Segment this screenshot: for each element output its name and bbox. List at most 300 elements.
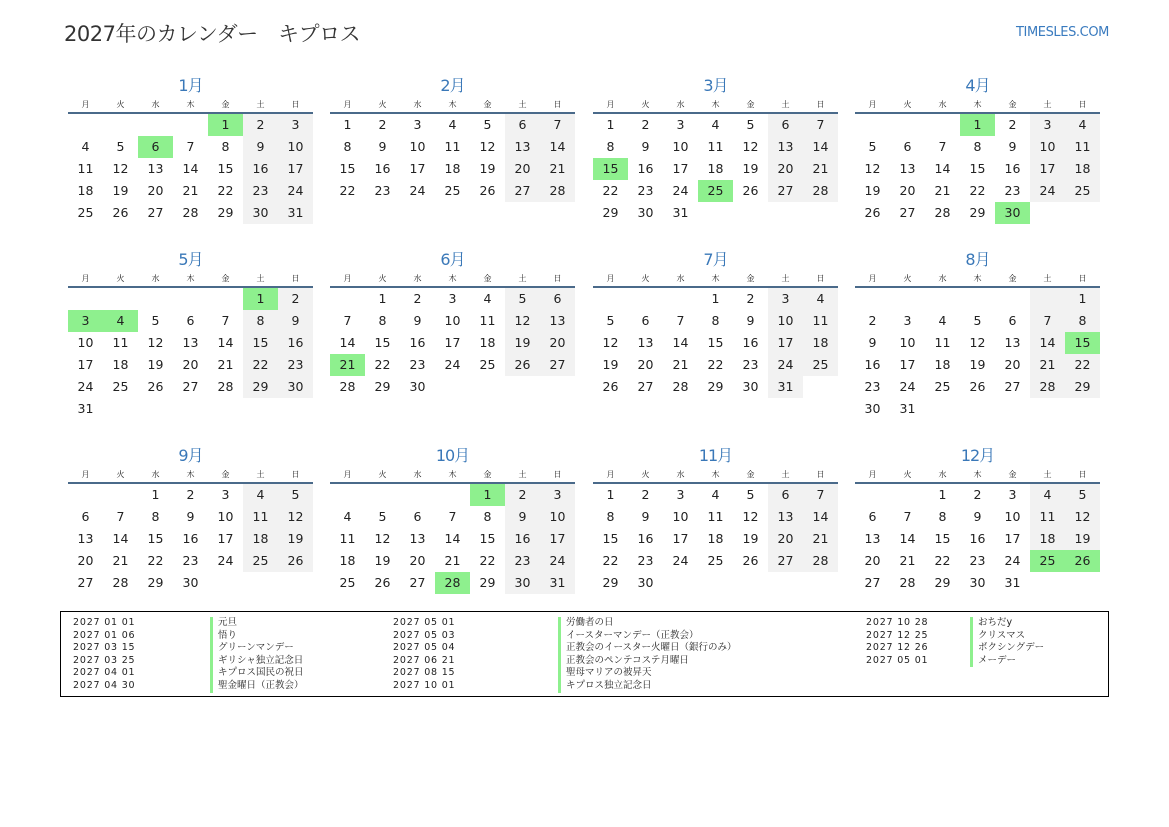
day-cell[interactable]: 19 [112, 183, 129, 198]
day-cell[interactable]: 16 [1004, 161, 1021, 176]
day-cell[interactable]: 22 [339, 183, 356, 198]
day-cell[interactable]: 26 [969, 379, 986, 394]
day-cell[interactable]: 24 [540, 550, 575, 572]
day-cell[interactable]: 27 [864, 575, 881, 590]
day-cell[interactable]: 6 [768, 484, 803, 506]
day-cell[interactable]: 25 [803, 354, 838, 376]
day-cell[interactable]: 20 [182, 357, 199, 372]
day-cell[interactable]: 29 [1065, 376, 1100, 398]
day-cell[interactable]: 8 [221, 139, 230, 154]
day-cell[interactable]: 13 [540, 310, 575, 332]
day-cell[interactable]: 20 [540, 332, 575, 354]
day-cell[interactable]: 7 [343, 313, 352, 328]
day-cell[interactable]: 27 [505, 180, 540, 202]
day-cell[interactable]: 21 [444, 553, 461, 568]
day-cell[interactable]: 27 [768, 180, 803, 202]
day-cell[interactable]: 16 [742, 335, 759, 350]
day-cell[interactable]: 29 [602, 205, 619, 220]
day-cell[interactable]: 1 [470, 484, 505, 506]
day-cell[interactable]: 6 [768, 114, 803, 136]
day-cell[interactable]: 21 [672, 357, 689, 372]
day-cell[interactable]: 26 [602, 379, 619, 394]
day-cell[interactable]: 29 [374, 379, 391, 394]
day-cell[interactable]: 23 [969, 553, 986, 568]
day-cell[interactable]: 27 [540, 354, 575, 376]
day-cell[interactable]: 8 [343, 139, 352, 154]
day-cell[interactable]: 2 [868, 313, 877, 328]
day-cell[interactable]: 18 [339, 553, 356, 568]
day-cell[interactable]: 26 [1065, 550, 1100, 572]
day-cell[interactable]: 20 [899, 183, 916, 198]
day-cell[interactable]: 28 [803, 550, 838, 572]
day-cell[interactable]: 22 [243, 354, 278, 376]
day-cell[interactable]: 27 [77, 575, 94, 590]
day-cell[interactable]: 10 [1004, 509, 1021, 524]
day-cell[interactable]: 4 [1030, 484, 1065, 506]
day-cell[interactable]: 23 [182, 553, 199, 568]
day-cell[interactable]: 13 [182, 335, 199, 350]
day-cell[interactable]: 16 [864, 357, 881, 372]
day-cell[interactable]: 11 [707, 139, 724, 154]
day-cell[interactable]: 15 [1065, 332, 1100, 354]
day-cell[interactable]: 8 [378, 313, 387, 328]
day-cell[interactable]: 6 [641, 313, 650, 328]
day-cell[interactable]: 5 [483, 117, 492, 132]
day-cell[interactable]: 19 [602, 357, 619, 372]
day-cell[interactable]: 3 [903, 313, 912, 328]
day-cell[interactable]: 27 [1004, 379, 1021, 394]
day-cell[interactable]: 29 [147, 575, 164, 590]
day-cell[interactable]: 9 [413, 313, 422, 328]
day-cell[interactable]: 13 [768, 136, 803, 158]
day-cell[interactable]: 8 [938, 509, 947, 524]
day-cell[interactable]: 8 [606, 139, 615, 154]
day-cell[interactable]: 23 [742, 357, 759, 372]
day-cell[interactable]: 14 [444, 531, 461, 546]
day-cell[interactable]: 14 [540, 136, 575, 158]
day-cell[interactable]: 9 [505, 506, 540, 528]
day-cell[interactable]: 10 [278, 136, 313, 158]
day-cell[interactable]: 14 [182, 161, 199, 176]
day-cell[interactable]: 16 [637, 531, 654, 546]
day-cell[interactable]: 16 [243, 158, 278, 180]
day-cell[interactable]: 14 [339, 335, 356, 350]
day-cell[interactable]: 18 [1065, 158, 1100, 180]
day-cell[interactable]: 23 [409, 357, 426, 372]
day-cell[interactable]: 11 [77, 161, 94, 176]
day-cell[interactable]: 15 [593, 158, 628, 180]
day-cell[interactable]: 26 [112, 205, 129, 220]
day-cell[interactable]: 20 [147, 183, 164, 198]
day-cell[interactable]: 28 [540, 180, 575, 202]
day-cell[interactable]: 27 [409, 575, 426, 590]
day-cell[interactable]: 26 [864, 205, 881, 220]
day-cell[interactable]: 3 [413, 117, 422, 132]
day-cell[interactable]: 2 [413, 291, 422, 306]
day-cell[interactable]: 3 [676, 117, 685, 132]
day-cell[interactable]: 11 [1065, 136, 1100, 158]
day-cell[interactable]: 15 [147, 531, 164, 546]
day-cell[interactable]: 30 [409, 379, 426, 394]
day-cell[interactable]: 21 [1030, 354, 1065, 376]
day-cell[interactable]: 5 [1065, 484, 1100, 506]
day-cell[interactable]: 2 [641, 487, 650, 502]
day-cell[interactable]: 24 [899, 379, 916, 394]
day-cell[interactable]: 22 [969, 183, 986, 198]
day-cell[interactable]: 15 [339, 161, 356, 176]
day-cell[interactable]: 19 [742, 161, 759, 176]
day-cell[interactable]: 25 [112, 379, 129, 394]
day-cell[interactable]: 29 [707, 379, 724, 394]
day-cell[interactable]: 17 [278, 158, 313, 180]
day-cell[interactable]: 13 [768, 506, 803, 528]
day-cell[interactable]: 3 [768, 288, 803, 310]
day-cell[interactable]: 23 [374, 183, 391, 198]
day-cell[interactable]: 25 [934, 379, 951, 394]
day-cell[interactable]: 5 [378, 509, 387, 524]
day-cell[interactable]: 26 [479, 183, 496, 198]
day-cell[interactable]: 20 [409, 553, 426, 568]
day-cell[interactable]: 2 [505, 484, 540, 506]
day-cell[interactable]: 12 [602, 335, 619, 350]
day-cell[interactable]: 12 [147, 335, 164, 350]
day-cell[interactable]: 23 [637, 183, 654, 198]
day-cell[interactable]: 28 [1030, 376, 1065, 398]
day-cell[interactable]: 31 [540, 572, 575, 594]
day-cell[interactable]: 23 [505, 550, 540, 572]
day-cell[interactable]: 7 [186, 139, 195, 154]
day-cell[interactable]: 13 [637, 335, 654, 350]
day-cell[interactable]: 31 [77, 401, 94, 416]
day-cell[interactable]: 10 [1030, 136, 1065, 158]
day-cell[interactable]: 4 [711, 117, 720, 132]
day-cell[interactable]: 22 [602, 183, 619, 198]
day-cell[interactable]: 24 [672, 553, 689, 568]
day-cell[interactable]: 20 [768, 528, 803, 550]
day-cell[interactable]: 19 [147, 357, 164, 372]
day-cell[interactable]: 5 [746, 487, 755, 502]
day-cell[interactable]: 2 [186, 487, 195, 502]
day-cell[interactable]: 28 [217, 379, 234, 394]
day-cell[interactable]: 24 [409, 183, 426, 198]
day-cell[interactable]: 5 [151, 313, 160, 328]
day-cell[interactable]: 5 [868, 139, 877, 154]
day-cell[interactable]: 10 [540, 506, 575, 528]
day-cell[interactable]: 1 [343, 117, 352, 132]
day-cell[interactable]: 21 [803, 528, 838, 550]
day-cell[interactable]: 4 [343, 509, 352, 524]
day-cell[interactable]: 19 [479, 161, 496, 176]
day-cell[interactable]: 16 [637, 161, 654, 176]
day-cell[interactable]: 15 [934, 531, 951, 546]
day-cell[interactable]: 12 [479, 139, 496, 154]
day-cell[interactable]: 16 [505, 528, 540, 550]
day-cell[interactable]: 5 [746, 117, 755, 132]
day-cell[interactable]: 17 [1004, 531, 1021, 546]
day-cell[interactable]: 18 [707, 531, 724, 546]
day-cell[interactable]: 22 [217, 183, 234, 198]
day-cell[interactable]: 1 [243, 288, 278, 310]
day-cell[interactable]: 4 [711, 487, 720, 502]
day-cell[interactable]: 25 [339, 575, 356, 590]
day-cell[interactable]: 3 [1030, 114, 1065, 136]
day-cell[interactable]: 11 [707, 509, 724, 524]
day-cell[interactable]: 17 [540, 528, 575, 550]
day-cell[interactable]: 23 [278, 354, 313, 376]
day-cell[interactable]: 6 [186, 313, 195, 328]
day-cell[interactable]: 1 [378, 291, 387, 306]
day-cell[interactable]: 9 [973, 509, 982, 524]
day-cell[interactable]: 20 [77, 553, 94, 568]
day-cell[interactable]: 22 [374, 357, 391, 372]
day-cell[interactable]: 6 [138, 136, 173, 158]
day-cell[interactable]: 15 [374, 335, 391, 350]
day-cell[interactable]: 12 [864, 161, 881, 176]
day-cell[interactable]: 17 [768, 332, 803, 354]
day-cell[interactable]: 5 [116, 139, 125, 154]
day-cell[interactable]: 30 [637, 205, 654, 220]
day-cell[interactable]: 14 [803, 506, 838, 528]
day-cell[interactable]: 24 [1004, 553, 1021, 568]
day-cell[interactable]: 7 [938, 139, 947, 154]
day-cell[interactable]: 12 [374, 531, 391, 546]
day-cell[interactable]: 25 [698, 180, 733, 202]
day-cell[interactable]: 5 [505, 288, 540, 310]
day-cell[interactable]: 12 [742, 509, 759, 524]
day-cell[interactable]: 17 [77, 357, 94, 372]
day-cell[interactable]: 17 [672, 531, 689, 546]
day-cell[interactable]: 4 [803, 288, 838, 310]
day-cell[interactable]: 7 [1030, 310, 1065, 332]
day-cell[interactable]: 8 [483, 509, 492, 524]
day-cell[interactable]: 26 [278, 550, 313, 572]
day-cell[interactable]: 25 [707, 553, 724, 568]
day-cell[interactable]: 18 [934, 357, 951, 372]
day-cell[interactable]: 1 [1065, 288, 1100, 310]
day-cell[interactable]: 11 [243, 506, 278, 528]
day-cell[interactable]: 2 [1008, 117, 1017, 132]
day-cell[interactable]: 30 [243, 202, 278, 224]
day-cell[interactable]: 26 [505, 354, 540, 376]
day-cell[interactable]: 12 [505, 310, 540, 332]
day-cell[interactable]: 13 [1004, 335, 1021, 350]
day-cell[interactable]: 25 [1065, 180, 1100, 202]
day-cell[interactable]: 21 [540, 158, 575, 180]
day-cell[interactable]: 29 [934, 575, 951, 590]
day-cell[interactable]: 13 [409, 531, 426, 546]
day-cell[interactable]: 20 [768, 158, 803, 180]
day-cell[interactable]: 19 [742, 531, 759, 546]
day-cell[interactable]: 25 [77, 205, 94, 220]
day-cell[interactable]: 10 [899, 335, 916, 350]
day-cell[interactable]: 4 [1065, 114, 1100, 136]
day-cell[interactable]: 22 [602, 553, 619, 568]
day-cell[interactable]: 23 [1004, 183, 1021, 198]
day-cell[interactable]: 12 [278, 506, 313, 528]
day-cell[interactable]: 23 [243, 180, 278, 202]
day-cell[interactable]: 18 [803, 332, 838, 354]
day-cell[interactable]: 24 [1030, 180, 1065, 202]
day-cell[interactable]: 10 [672, 509, 689, 524]
day-cell[interactable]: 4 [103, 310, 138, 332]
day-cell[interactable]: 10 [672, 139, 689, 154]
day-cell[interactable]: 9 [1008, 139, 1017, 154]
day-cell[interactable]: 11 [1030, 506, 1065, 528]
day-cell[interactable]: 27 [182, 379, 199, 394]
day-cell[interactable]: 31 [1004, 575, 1021, 590]
day-cell[interactable]: 22 [707, 357, 724, 372]
day-cell[interactable]: 30 [864, 401, 881, 416]
day-cell[interactable]: 3 [540, 484, 575, 506]
day-cell[interactable]: 9 [186, 509, 195, 524]
day-cell[interactable]: 12 [1065, 506, 1100, 528]
day-cell[interactable]: 14 [803, 136, 838, 158]
day-cell[interactable]: 14 [1030, 332, 1065, 354]
day-cell[interactable]: 30 [742, 379, 759, 394]
day-cell[interactable]: 23 [864, 379, 881, 394]
day-cell[interactable]: 26 [742, 553, 759, 568]
day-cell[interactable]: 25 [243, 550, 278, 572]
day-cell[interactable]: 15 [707, 335, 724, 350]
day-cell[interactable]: 5 [606, 313, 615, 328]
day-cell[interactable]: 17 [899, 357, 916, 372]
day-cell[interactable]: 6 [505, 114, 540, 136]
day-cell[interactable]: 8 [1065, 310, 1100, 332]
day-cell[interactable]: 3 [448, 291, 457, 306]
day-cell[interactable]: 31 [768, 376, 803, 398]
day-cell[interactable]: 15 [969, 161, 986, 176]
day-cell[interactable]: 17 [409, 161, 426, 176]
day-cell[interactable]: 13 [77, 531, 94, 546]
day-cell[interactable]: 31 [672, 205, 689, 220]
day-cell[interactable]: 16 [409, 335, 426, 350]
day-cell[interactable]: 18 [243, 528, 278, 550]
day-cell[interactable]: 18 [1030, 528, 1065, 550]
day-cell[interactable]: 11 [479, 313, 496, 328]
day-cell[interactable]: 24 [444, 357, 461, 372]
day-cell[interactable]: 9 [243, 136, 278, 158]
day-cell[interactable]: 25 [479, 357, 496, 372]
day-cell[interactable]: 9 [746, 313, 755, 328]
day-cell[interactable]: 2 [746, 291, 755, 306]
day-cell[interactable]: 13 [899, 161, 916, 176]
day-cell[interactable]: 26 [742, 183, 759, 198]
day-cell[interactable]: 5 [278, 484, 313, 506]
day-cell[interactable]: 6 [868, 509, 877, 524]
day-cell[interactable]: 15 [217, 161, 234, 176]
day-cell[interactable]: 4 [938, 313, 947, 328]
day-cell[interactable]: 22 [934, 553, 951, 568]
day-cell[interactable]: 18 [479, 335, 496, 350]
day-cell[interactable]: 22 [1065, 354, 1100, 376]
day-cell[interactable]: 18 [77, 183, 94, 198]
day-cell[interactable]: 8 [973, 139, 982, 154]
day-cell[interactable]: 27 [637, 379, 654, 394]
day-cell[interactable]: 10 [409, 139, 426, 154]
day-cell[interactable]: 20 [505, 158, 540, 180]
day-cell[interactable]: 11 [339, 531, 356, 546]
day-cell[interactable]: 6 [540, 288, 575, 310]
day-cell[interactable]: 25 [444, 183, 461, 198]
day-cell[interactable]: 17 [217, 531, 234, 546]
day-cell[interactable]: 13 [864, 531, 881, 546]
day-cell[interactable]: 4 [81, 139, 90, 154]
day-cell[interactable]: 9 [278, 310, 313, 332]
day-cell[interactable]: 5 [973, 313, 982, 328]
day-cell[interactable]: 21 [934, 183, 951, 198]
day-cell[interactable]: 10 [768, 310, 803, 332]
day-cell[interactable]: 17 [444, 335, 461, 350]
day-cell[interactable]: 29 [969, 205, 986, 220]
day-cell[interactable]: 19 [278, 528, 313, 550]
day-cell[interactable]: 31 [278, 202, 313, 224]
day-cell[interactable]: 26 [147, 379, 164, 394]
day-cell[interactable]: 15 [479, 531, 496, 546]
day-cell[interactable]: 30 [637, 575, 654, 590]
day-cell[interactable]: 30 [995, 202, 1030, 224]
day-cell[interactable]: 21 [803, 158, 838, 180]
day-cell[interactable]: 28 [803, 180, 838, 202]
day-cell[interactable]: 7 [676, 313, 685, 328]
day-cell[interactable]: 1 [711, 291, 720, 306]
day-cell[interactable]: 1 [960, 114, 995, 136]
day-cell[interactable]: 10 [217, 509, 234, 524]
day-cell[interactable]: 24 [768, 354, 803, 376]
day-cell[interactable]: 8 [711, 313, 720, 328]
day-cell[interactable]: 1 [938, 487, 947, 502]
day-cell[interactable]: 10 [444, 313, 461, 328]
day-cell[interactable]: 4 [243, 484, 278, 506]
day-cell[interactable]: 14 [672, 335, 689, 350]
day-cell[interactable]: 19 [374, 553, 391, 568]
day-cell[interactable]: 6 [81, 509, 90, 524]
day-cell[interactable]: 20 [864, 553, 881, 568]
day-cell[interactable]: 28 [182, 205, 199, 220]
day-cell[interactable]: 15 [243, 332, 278, 354]
day-cell[interactable]: 14 [112, 531, 129, 546]
day-cell[interactable]: 28 [339, 379, 356, 394]
day-cell[interactable]: 28 [435, 572, 470, 594]
day-cell[interactable]: 19 [505, 332, 540, 354]
day-cell[interactable]: 8 [151, 509, 160, 524]
day-cell[interactable]: 21 [112, 553, 129, 568]
day-cell[interactable]: 11 [112, 335, 129, 350]
day-cell[interactable]: 26 [374, 575, 391, 590]
day-cell[interactable]: 18 [707, 161, 724, 176]
day-cell[interactable]: 6 [413, 509, 422, 524]
day-cell[interactable]: 8 [243, 310, 278, 332]
day-cell[interactable]: 7 [116, 509, 125, 524]
day-cell[interactable]: 4 [483, 291, 492, 306]
day-cell[interactable]: 21 [217, 357, 234, 372]
day-cell[interactable]: 2 [378, 117, 387, 132]
day-cell[interactable]: 31 [899, 401, 916, 416]
day-cell[interactable]: 7 [803, 114, 838, 136]
day-cell[interactable]: 7 [221, 313, 230, 328]
day-cell[interactable]: 14 [934, 161, 951, 176]
day-cell[interactable]: 20 [1004, 357, 1021, 372]
day-cell[interactable]: 7 [803, 484, 838, 506]
day-cell[interactable]: 11 [444, 139, 461, 154]
day-cell[interactable]: 11 [934, 335, 951, 350]
day-cell[interactable]: 21 [899, 553, 916, 568]
day-cell[interactable]: 6 [903, 139, 912, 154]
day-cell[interactable]: 16 [374, 161, 391, 176]
day-cell[interactable]: 16 [182, 531, 199, 546]
day-cell[interactable]: 22 [147, 553, 164, 568]
day-cell[interactable]: 18 [112, 357, 129, 372]
day-cell[interactable]: 3 [1008, 487, 1017, 502]
